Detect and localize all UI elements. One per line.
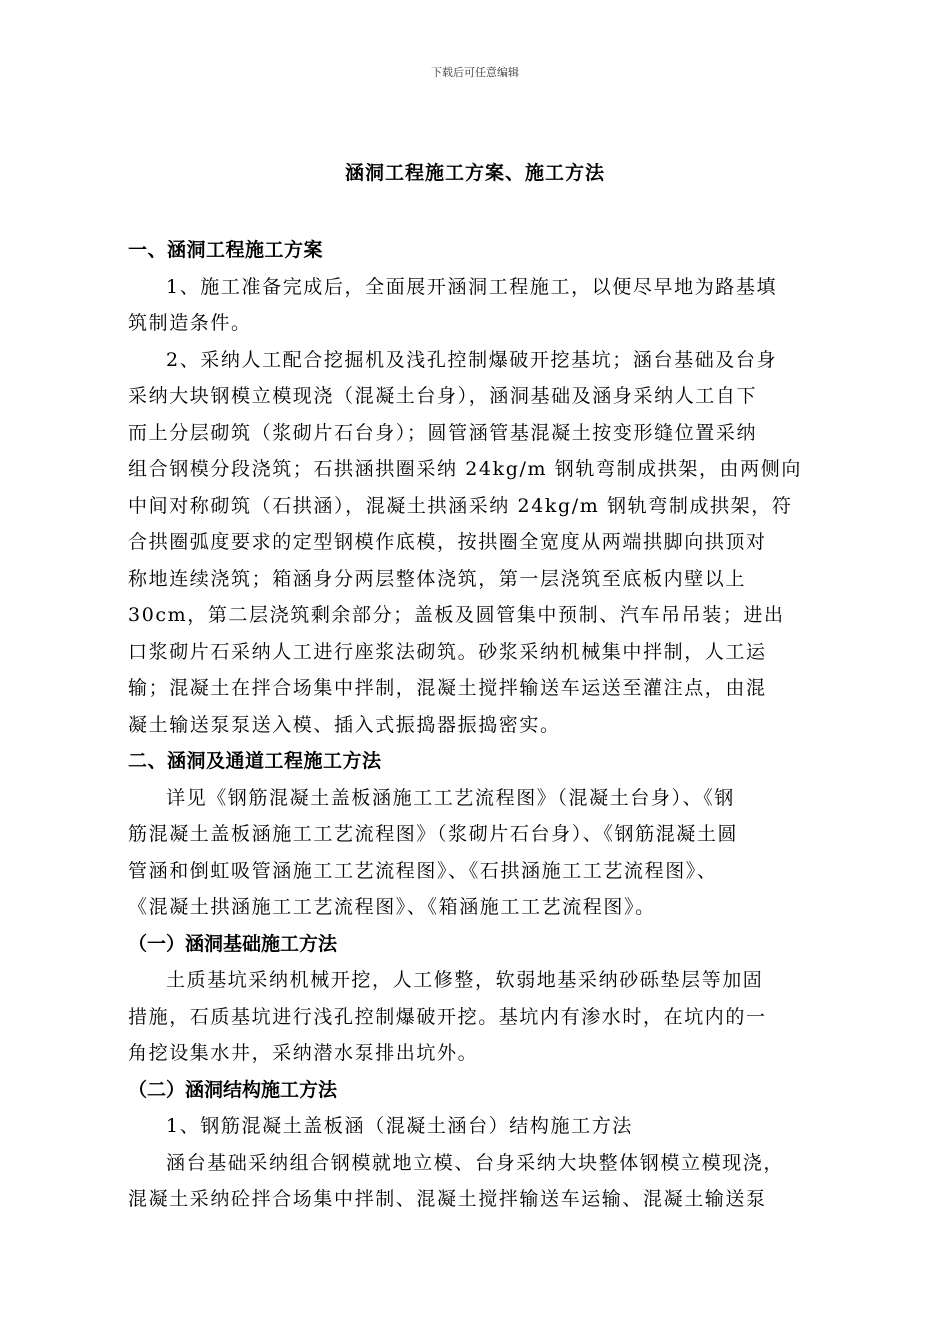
- section-heading-1: 一、涵洞工程施工方案: [128, 239, 324, 261]
- paragraph-line: 1、钢筋混凝土盖板涵（混凝土涵台）结构施工方法: [166, 1115, 633, 1137]
- subsection-heading-2: （二）涵洞结构施工方法: [128, 1078, 338, 1101]
- paragraph-line: 1、施工准备完成后，全面展开涵洞工程施工，以便尽早地为路基填: [166, 275, 778, 298]
- paragraph-3: [128, 780, 844, 926]
- paragraph-4: [128, 962, 844, 1072]
- paragraph-line: 土质基坑采纳机械开挖，人工修整，软弱地基采纳砂砾垫层等加固: [166, 969, 764, 991]
- paragraph-line: 筋混凝土盖板涵施工工艺流程图》（浆砌片石台身）、《钢筋混凝土圆: [128, 823, 739, 845]
- section-heading-2: 二、涵洞及通道工程施工方法: [128, 750, 382, 772]
- paragraph-line: 管涵和倒虹吸管涵施工工艺流程图》、《石拱涵施工工艺流程图》、: [128, 859, 718, 882]
- paragraph-line: 混凝土采纳砼拌合场集中拌制、混凝土搅拌输送车运输、混凝土输送泵: [128, 1188, 767, 1210]
- paragraph-line: 措施，石质基坑进行浅孔控制爆破开挖。基坑内有渗水时，在坑内的一: [128, 1005, 767, 1028]
- document-title: 涵洞工程施工方案、施工方法: [344, 162, 605, 184]
- paragraph-line: 采纳大块钢模立模现浇（混凝土台身），涵洞基础及涵身采纳人工自下: [128, 385, 758, 407]
- paragraph-line: 组合钢模分段浇筑；石拱涵拱圈采纳 24kg/m 钢轨弯制成拱架，由两侧向: [128, 458, 802, 480]
- paragraph-line: 筑制造条件。: [128, 312, 252, 334]
- paragraph-line: 涵台基础采纳组合钢模就地立模、台身采纳大块整体钢模立模现浇，: [166, 1151, 785, 1174]
- paragraph-line: 凝土输送泵泵送入模、插入式振捣器振捣密实。: [128, 713, 561, 736]
- paragraph-line: 《混凝土拱涵施工工艺流程图》、《箱涵施工工艺流程图》。: [128, 896, 656, 918]
- paragraph-2: [128, 342, 844, 744]
- page-header: 下载后可任意编辑: [431, 66, 519, 79]
- paragraph-6: [128, 1145, 844, 1218]
- paragraph-line: 中间对称砌筑（石拱涵），混凝土拱涵采纳 24kg/m 钢轨弯制成拱架，符: [128, 494, 793, 517]
- paragraph-line: 2、采纳人工配合挖掘机及浅孔控制爆破开挖基坑；涵台基础及台身: [166, 348, 778, 371]
- paragraph-line: 口浆砌片石采纳人工进行座浆法砌筑。砂浆采纳机械集中拌制，人工运: [128, 640, 767, 663]
- document-body: [128, 232, 844, 1218]
- paragraph-line: 输；混凝土在拌合场集中拌制，混凝土搅拌输送车运送至灌注点，由混: [128, 677, 767, 699]
- paragraph-line: 30cm，第二层浇筑剩余部分；盖板及圆管集中预制、汽车吊吊装；进出: [128, 604, 785, 626]
- paragraph-line: 角挖设集水井，采纳潜水泵排出坑外。: [128, 1042, 479, 1064]
- paragraph-line: 合拱圈弧度要求的定型钢模作底模，按拱圈全宽度从两端拱脚向拱顶对: [128, 531, 767, 553]
- paragraph-line: 称地连续浇筑；箱涵身分两层整体浇筑，第一层浇筑至底板内壁以上: [128, 567, 747, 590]
- paragraph-line: 而上分层砌筑（浆砌片石台身）；圆管涵管基混凝土按变形缝位置采纳: [128, 421, 758, 444]
- paragraph-line: 详见《钢筋混凝土盖板涵施工工艺流程图》（混凝土台身）、《钢: [166, 786, 735, 809]
- subsection-heading-1: （一）涵洞基础施工方法: [128, 932, 338, 955]
- paragraph-5: [128, 1108, 844, 1145]
- paragraph-1: [128, 269, 844, 342]
